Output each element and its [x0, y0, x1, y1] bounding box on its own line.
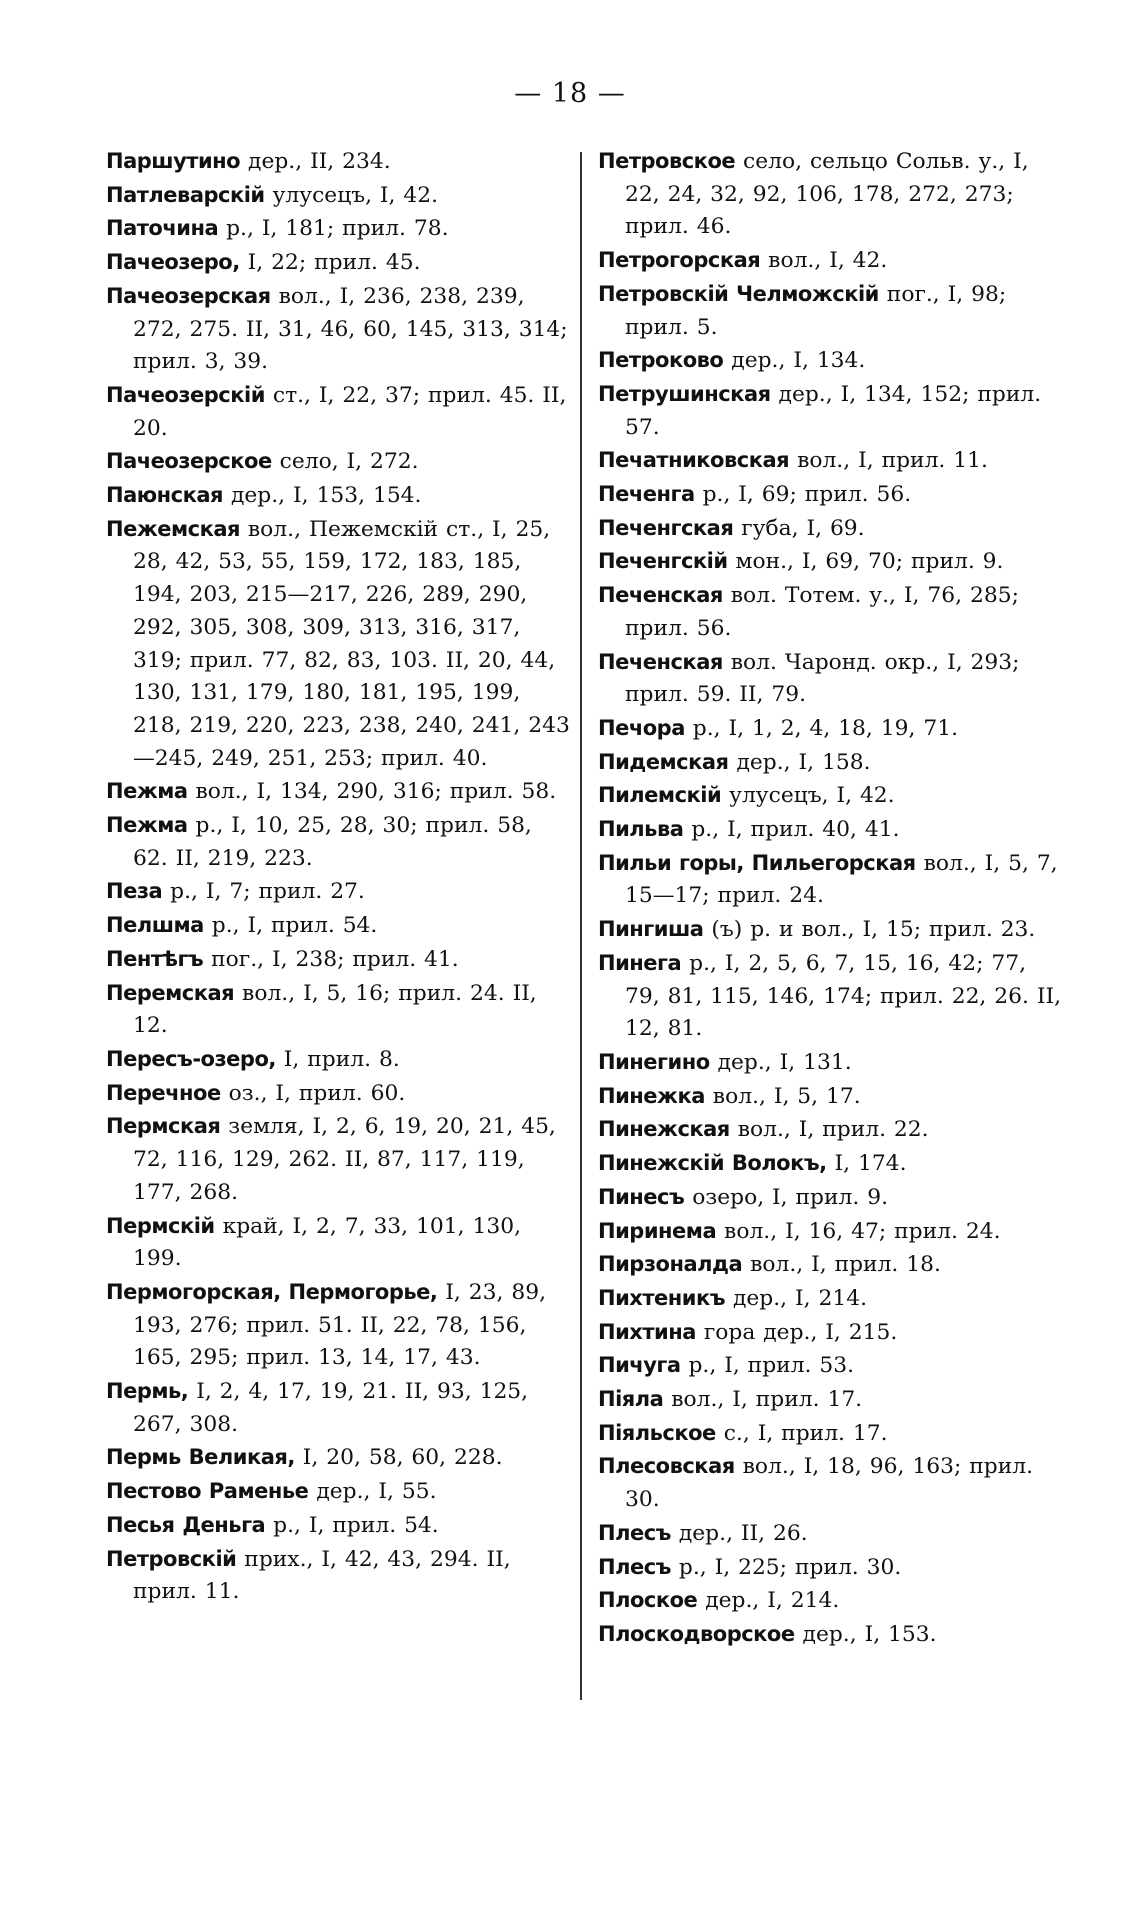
index-entry [106, 1043, 574, 1077]
index-term: Пермь, [106, 1379, 189, 1404]
index-references: вол., I, 16, 47; прил. 24. [716, 1218, 1001, 1244]
index-entry [598, 1618, 1066, 1652]
index-term: Петрогорская [598, 248, 761, 273]
index-references: вол., I, 5, 16; прил. 24. II, 12. [133, 980, 537, 1039]
index-term: Пежма [106, 779, 188, 804]
index-entry [598, 1046, 1066, 1080]
index-entry [598, 1417, 1066, 1451]
index-entry [106, 1475, 574, 1509]
index-entry [598, 813, 1066, 847]
index-entry [598, 278, 1066, 344]
index-term: Плесъ [598, 1554, 671, 1579]
index-entry [598, 478, 1066, 512]
index-column-right [598, 145, 1066, 1652]
index-entry [598, 1584, 1066, 1618]
index-term: Пингиша [598, 917, 704, 942]
index-term: Печатниковская [598, 448, 790, 473]
index-term: Патлеварскій [106, 182, 265, 207]
index-references: р., I, прил. 40, 41. [683, 817, 900, 843]
index-term: Перемская [106, 980, 235, 1005]
index-entry [598, 579, 1066, 645]
index-entry [598, 847, 1066, 913]
index-entry [598, 712, 1066, 746]
index-term: Пилемскій [598, 783, 722, 808]
index-term: Пинежская [598, 1117, 730, 1142]
index-term: Пиринема [598, 1218, 717, 1243]
index-references: вол., I, 134, 290, 316; прил. 58. [187, 779, 557, 805]
index-term: Пентѣгъ [106, 946, 204, 971]
index-entry [598, 444, 1066, 478]
index-references: вол., I, прил. 17. [663, 1387, 863, 1413]
index-entry [598, 779, 1066, 813]
index-term: Плесъ [598, 1520, 671, 1545]
index-references: вол., I, 236, 238, 239, 272, 275. II, 31, 46, 60, 145, 313, 314; прил. 3, 39. [133, 283, 568, 375]
index-term: Перечное [106, 1080, 221, 1105]
index-term: Петровское [598, 149, 736, 173]
index-term: Петрушинская [598, 381, 771, 406]
index-references: мон., I, 69, 70; прил. 9. [727, 549, 1004, 575]
index-references: р., I, прил. 54. [203, 913, 378, 939]
index-references: дер., I, 214. [697, 1588, 840, 1614]
index-references: р., I, 69; прил. 56. [694, 482, 912, 508]
index-references: вол., I, 5, 17. [704, 1083, 861, 1109]
index-references: дер., II, 26. [670, 1520, 808, 1546]
index-term: Пачеозеро, [106, 250, 240, 275]
index-term: Плесовская [598, 1454, 735, 1479]
index-term: Пеза [106, 879, 163, 904]
index-entry [598, 545, 1066, 579]
column-divider [580, 152, 582, 1700]
index-term: Пачеозерское [106, 449, 272, 474]
index-entry [106, 943, 574, 977]
index-entry [106, 179, 574, 213]
index-references: I, 20, 58, 60, 228. [294, 1445, 503, 1471]
index-term: Петровскій [106, 1546, 237, 1571]
index-term: Пежемская [106, 516, 240, 541]
index-entry [598, 1517, 1066, 1551]
index-term: Пермскій [106, 1213, 215, 1238]
index-references: вол., I, 42. [760, 248, 888, 274]
index-references: дер., II, 234. [240, 149, 391, 174]
page-number: — 18 — [514, 78, 626, 109]
index-entry [106, 909, 574, 943]
index-entry [106, 809, 574, 875]
index-references: губа, I, 69. [733, 515, 865, 541]
index-term: Паточина [106, 216, 219, 241]
index-references: р., I, 7; прил. 27. [162, 879, 365, 905]
index-term: Пичуга [598, 1353, 681, 1378]
index-entry [106, 875, 574, 909]
index-entry [598, 1551, 1066, 1585]
index-references: р., I, 2, 5, 6, 7, 15, 16, 42; 77, 79, 81, 115, 146, 174; прил. 22, 26. II, 12, 81. [625, 950, 1062, 1042]
index-references: дер., I, 55. [308, 1479, 437, 1505]
index-column-left [106, 145, 574, 1609]
index-entry [598, 1383, 1066, 1417]
index-term: Пидемская [598, 749, 729, 774]
index-term: Пестово Раменье [106, 1479, 309, 1504]
index-entry [106, 1276, 574, 1375]
index-term: Пинесъ [598, 1184, 685, 1209]
index-references: дер., I, 158. [728, 749, 871, 775]
index-references: I, прил. 8. [275, 1046, 400, 1072]
index-references: дер., I, 153, 154. [223, 483, 422, 509]
index-term: Піяла [598, 1387, 664, 1412]
index-entry [106, 1441, 574, 1475]
index-references: I, 22; прил. 45. [239, 250, 421, 276]
index-entry [598, 1113, 1066, 1147]
index-entry [598, 746, 1066, 780]
index-term: Пежма [106, 813, 188, 838]
index-term: Песья Деньга [106, 1512, 266, 1537]
index-term: Пильи горы, Пильегорская [598, 850, 916, 875]
index-term: Пачеозерская [106, 283, 271, 308]
index-term: Пинегино [598, 1049, 710, 1074]
index-references: прих., I, 42, 43, 294. II, прил. 11. [133, 1546, 511, 1605]
index-entry [598, 1316, 1066, 1350]
index-entry [106, 775, 574, 809]
index-term: Пинежка [598, 1083, 705, 1108]
index-term: Печенская [598, 583, 723, 608]
index-term: Печенская [598, 649, 723, 674]
index-references: дер., I, 134, 152; прил. 57. [625, 381, 1042, 440]
index-term: Пересъ-озеро, [106, 1046, 276, 1071]
index-references: дер., I, 134. [723, 348, 866, 374]
index-entry [598, 1450, 1066, 1516]
index-references: р., I, 225; прил. 30. [670, 1554, 902, 1580]
index-references: озеро, I, прил. 9. [684, 1184, 889, 1210]
index-entry [598, 1147, 1066, 1181]
index-references: земля, I, 2, 6, 19, 20, 21, 45, 72, 116, 129, 262. II, 87, 117, 119, 177, 268. [133, 1114, 556, 1205]
index-entry [106, 479, 574, 513]
index-references: край, I, 2, 7, 33, 101, 130, 199. [133, 1213, 522, 1272]
index-entry [598, 947, 1066, 1046]
index-references: пог., I, 238; прил. 41. [203, 946, 459, 972]
index-entry [106, 513, 574, 776]
index-term: Пильва [598, 817, 684, 842]
index-references: р., I, прил. 54. [265, 1512, 439, 1538]
index-references: I, 23, 89, 193, 276; прил. 51. II, 22, 78, 156, 165, 295; прил. 13, 14, 17, 43. [133, 1279, 547, 1371]
index-references: вол., I, прил. 18. [742, 1252, 941, 1278]
index-references: вол., I, прил. 11. [789, 448, 988, 474]
index-entry [106, 1077, 574, 1111]
index-references: с., I, прил. 17. [715, 1420, 888, 1446]
index-references: улусецъ, I, 42. [264, 182, 439, 208]
index-term: Паршутино [106, 149, 241, 173]
index-entry [106, 1110, 574, 1209]
index-entry [106, 280, 574, 379]
index-entry [598, 1248, 1066, 1282]
index-references: вол., I, прил. 22. [729, 1117, 929, 1143]
index-references: р., I, 10, 25, 28, 30; прил. 58, 62. II, 219, 223. [133, 813, 532, 871]
index-entry [106, 445, 574, 479]
index-term: Піяльское [598, 1420, 716, 1445]
index-references: вол., I, 5, 7, 15—17; прил. 24. [625, 850, 1058, 909]
index-references: улусецъ, I, 42. [721, 783, 895, 809]
index-entry [598, 1282, 1066, 1316]
index-references: пог., I, 98; прил. 5. [625, 281, 1007, 340]
index-references: ст., I, 22, 37; прил. 45. II, 20. [133, 382, 567, 441]
index-entry [106, 1543, 574, 1609]
index-entry [598, 1080, 1066, 1114]
index-entry [106, 977, 574, 1043]
index-term: Петровскій Челможскій [598, 281, 879, 306]
index-term: Пермогорская, Пермогорье, [106, 1279, 438, 1304]
index-entry [598, 913, 1066, 947]
index-references: село, I, 272. [271, 449, 419, 475]
index-entry [598, 145, 1066, 244]
index-term: Паюнская [106, 483, 224, 508]
index-term: Пирзоналда [598, 1252, 743, 1277]
index-term: Петроково [598, 348, 724, 373]
index-entry [598, 512, 1066, 546]
index-entry [106, 1509, 574, 1543]
index-references: гора дер., I, 215. [695, 1319, 898, 1345]
index-entry [106, 1210, 574, 1276]
index-entry [598, 1349, 1066, 1383]
index-term: Пермская [106, 1114, 221, 1139]
index-references: вол. Чаронд. окр., I, 293; прил. 59. II, 79. [625, 649, 1020, 708]
index-term: Пихтина [598, 1319, 696, 1344]
index-entry [106, 145, 574, 179]
index-references: дер., I, 131. [709, 1049, 852, 1075]
index-entry [106, 246, 574, 280]
index-entry [598, 244, 1066, 278]
index-entry [598, 1215, 1066, 1249]
index-entry [598, 1181, 1066, 1215]
index-entry [598, 378, 1066, 444]
index-references: I, 174. [826, 1151, 907, 1177]
index-entry [106, 379, 574, 445]
index-term: Печенгскій [598, 549, 728, 574]
index-references: I, 2, 4, 17, 19, 21. II, 93, 125, 267, 308. [133, 1379, 529, 1437]
index-term: Пелшма [106, 913, 204, 938]
index-term: Печора [598, 715, 685, 740]
index-term: Пачеозерскій [106, 382, 265, 407]
index-references: оз., I, прил. 60. [220, 1080, 406, 1106]
index-term: Плоскодворское [598, 1621, 795, 1646]
index-term: Пинега [598, 950, 682, 975]
index-entry [106, 1375, 574, 1441]
index-term: Плоское [598, 1588, 698, 1613]
index-references: вол., I, 18, 96, 163; прил. 30. [625, 1454, 1034, 1513]
index-references: вол. Тотем. у., I, 76, 285; прил. 56. [625, 583, 1019, 641]
index-term: Пихтеникъ [598, 1285, 726, 1310]
index-term: Печенгская [598, 515, 734, 540]
index-references: р., I, 181; прил. 78. [218, 216, 449, 242]
index-term: Пинежскій Волокъ, [598, 1151, 827, 1176]
index-references: р., I, 1, 2, 4, 18, 19, 71. [684, 715, 959, 741]
index-references: р., I, прил. 53. [680, 1353, 855, 1379]
index-entry [106, 212, 574, 246]
index-term: Пермь Великая, [106, 1445, 295, 1470]
index-references: дер., I, 214. [725, 1285, 868, 1311]
index-references: дер., I, 153. [794, 1621, 937, 1647]
index-references: вол., Пежемскій ст., I, 25, 28, 42, 53, 55, 159, 172, 183, 185, 194, 203, 215—217, 226, 289, 290, 292, 305, 308, 309, 313, 316, 317, 319; прил. 77, 82, 83, 103. II, 20, 44, 130, 131, 179, 180, 181, 195, 199, 218, 219, 220, 223, 238, 240, 241, 243—245, 249, 251, 253; прил. 40. [133, 516, 570, 771]
index-references: (ъ) р. и вол., I, 15; прил. 23. [703, 917, 1036, 943]
index-references: село, сельцо Сольв. у., I, 22, 24, 32, 92, 106, 178, 272, 273; прил. 46. [625, 149, 1029, 240]
index-entry [598, 646, 1066, 712]
index-entry [598, 344, 1066, 378]
index-term: Печенга [598, 482, 695, 507]
